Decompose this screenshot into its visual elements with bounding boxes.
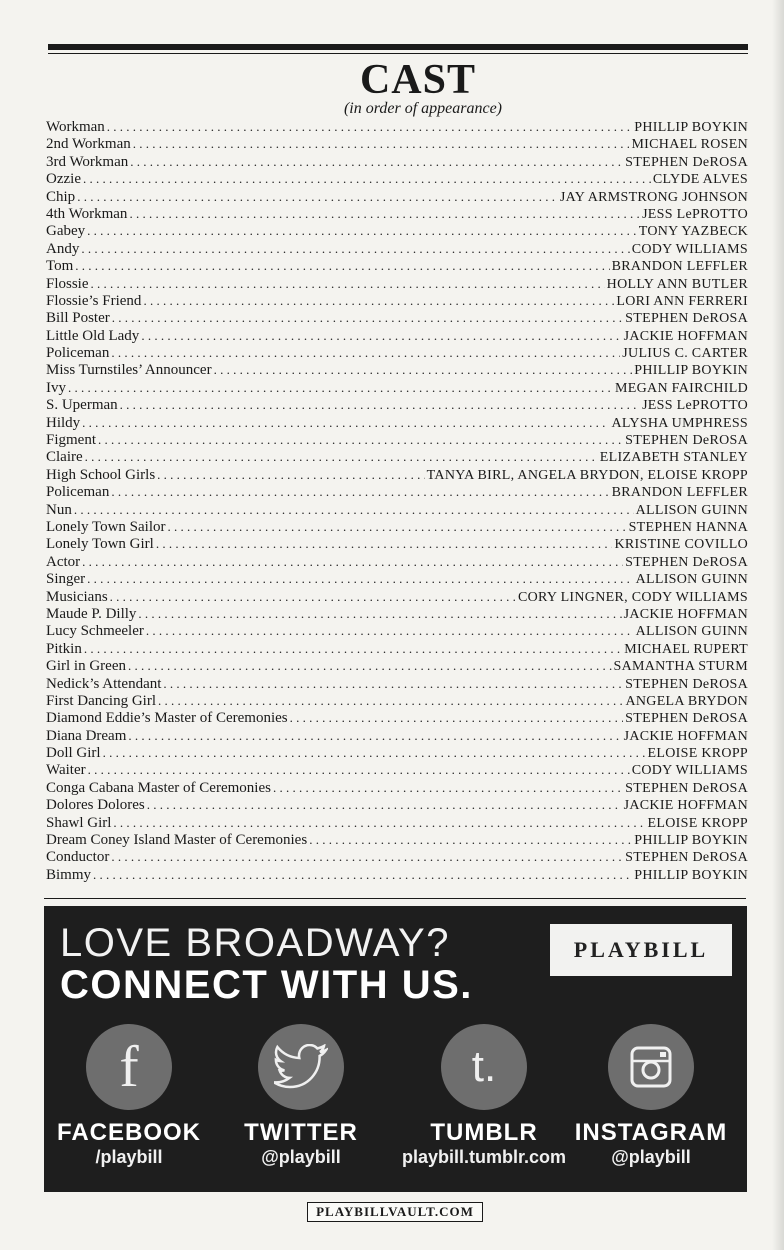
cast-role: Little Old Lady [46,327,140,344]
leader-dots [111,848,623,865]
cast-role: Figment [46,432,97,449]
cast-role: S. Uperman [46,397,118,414]
social-handle: /playbill [95,1147,163,1167]
leader-dots [111,483,609,500]
cast-role: Flossie [46,275,89,292]
cast-role: High School Girls [46,466,156,483]
cast-actor: JACKIE HOFFMAN [623,328,748,344]
leader-dots [128,727,621,744]
cast-actor: STEPHEN DeROSA [625,711,748,727]
cast-row [46,414,748,431]
cast-role: Ivy [46,379,66,396]
cast-role: Lonely Town Girl [46,536,154,553]
leader-dots [156,535,613,552]
cast-row [46,205,748,222]
cast-row [46,588,748,605]
cast-role: Dolores Dolores [46,797,145,814]
cast-row [46,848,748,865]
cast-role: Hildy [46,414,81,431]
cast-actor: JACKIE HOFFMAN [623,728,748,744]
social-tumblr[interactable] [399,1024,569,1168]
leader-dots [129,205,640,222]
leader-dots [138,605,621,622]
leader-dots [168,518,627,535]
cast-row [46,118,748,135]
leader-dots [87,222,637,239]
leader-dots [81,240,629,257]
cast-role: Flossie’s Friend [46,292,142,309]
cast-role: Tom [46,258,74,275]
cast-actor: ELOISE KROPP [647,815,748,831]
leader-dots [309,831,632,848]
cast-actor: JESS LePROTTO [642,398,748,414]
cast-role: Gabey [46,223,86,240]
cast-role: Lucy Schmeeler [46,623,144,640]
leader-dots [141,327,621,344]
cast-actor: CODY WILLIAMS [631,241,748,257]
leader-dots [133,135,630,152]
playbill-logo: PLAYBILL [550,924,732,976]
cast-actor: BRANDON LEFFLER [611,259,748,275]
leader-dots [68,379,613,396]
cast-row [46,344,748,361]
promo-subheadline: CONNECT WITH US. [60,963,473,1007]
leader-dots [273,779,623,796]
leader-dots [93,866,632,883]
social-instagram[interactable] [566,1024,736,1168]
cast-actor: SAMANTHA STURM [613,659,748,675]
cast-role: Dream Coney Island Master of Ceremonies [46,832,308,849]
page-edge-shadow [772,0,784,1250]
top-rule-thick [48,44,748,50]
cast-role: Doll Girl [46,745,101,762]
cast-role: Policeman [46,484,110,501]
social-handle: @playbill [611,1147,691,1167]
leader-dots [85,448,598,465]
cast-role: Bimmy [46,866,92,883]
cast-role: Policeman [46,345,110,362]
leader-dots [113,814,645,831]
cast-actor: STEPHEN DeROSA [625,154,748,170]
cast-role: Diana Dream [46,727,127,744]
cast-role: Claire [46,449,83,466]
cast-role: Diamond Eddie’s Master of Ceremonies [46,710,288,727]
leader-dots [107,118,632,135]
cast-row [46,431,748,448]
social-facebook[interactable] [44,1024,214,1168]
cast-row [46,779,748,796]
cast-actor: PHILLIP BOYKIN [634,833,748,849]
cast-actor: MEGAN FAIRCHILD [615,380,748,396]
cast-role: 3rd Workman [46,153,129,170]
instagram-icon [608,1024,694,1110]
section-divider [44,898,746,899]
cast-row [46,675,748,692]
cast-actor: JACKIE HOFFMAN [623,606,748,622]
cast-role: First Dancing Girl [46,692,156,709]
social-name: FACEBOOK [56,1119,201,1146]
cast-actor: PHILLIP BOYKIN [634,120,748,135]
cast-actor: JULIUS C. CARTER [622,346,748,362]
social-name: TWITTER [244,1119,358,1146]
cast-row [46,744,748,761]
cast-actor: JESS LePROTTO [642,206,748,222]
cast-actor: KRISTINE COVILLO [614,537,748,553]
cast-role: 4th Workman [46,205,128,222]
leader-dots [147,796,622,813]
leader-dots [87,570,633,587]
cast-role: Girl in Green [46,658,126,675]
cast-role: Ozzie [46,171,81,188]
cast-actor: MICHAEL ROSEN [631,137,748,153]
cast-actor: STEPHEN HANNA [628,519,748,535]
cast-role: Shawl Girl [46,814,112,831]
leader-dots [130,153,623,170]
cast-row [46,466,748,483]
promo-banner [44,906,747,1192]
cast-row [46,622,748,639]
cast-role: Singer [46,571,86,588]
cast-actor: BRANDON LEFFLER [611,485,748,501]
cast-row [46,501,748,518]
leader-dots [77,188,558,205]
cast-actor: LORI ANN FERRERI [616,293,748,309]
cast-actor: JAY ARMSTRONG JOHNSON [559,189,748,205]
cast-row [46,657,748,674]
leader-dots [98,431,623,448]
tumblr-icon: t. [441,1024,527,1110]
cast-actor: TANYA BIRL, ANGELA BRYDON, ELOISE KROPP [426,467,748,483]
leader-dots [83,170,651,187]
playbillvault-link[interactable]: PLAYBILLVAULT.COM [307,1202,483,1222]
social-handle: playbill.tumblr.com [401,1147,567,1167]
facebook-icon: f [86,1024,172,1110]
social-name: INSTAGRAM [574,1119,728,1146]
cast-row [46,761,748,778]
cast-row [46,188,748,205]
social-twitter[interactable] [216,1024,386,1168]
cast-row [46,135,748,152]
cast-row [46,483,748,500]
cast-row [46,831,748,848]
cast-role: Workman [46,119,105,135]
cast-role: Pitkin [46,640,82,657]
cast-row [46,170,748,187]
page-title: CAST [359,57,477,103]
cast-role: Bill Poster [46,310,110,327]
cast-actor: HOLLY ANN BUTLER [606,276,748,292]
cast-actor: PHILLIP BOYKIN [634,867,748,883]
cast-role: Conga Cabana Master of Ceremonies [46,779,271,796]
leader-dots [158,692,623,709]
cast-row [46,379,748,396]
leader-dots [290,709,624,726]
cast-role: Miss Turnstiles’ Announcer [46,362,212,379]
cast-actor: STEPHEN DeROSA [625,850,748,866]
cast-actor: STEPHEN DeROSA [625,780,748,796]
cast-row [46,796,748,813]
cast-actor: CORY LINGNER, CODY WILLIAMS [517,589,748,605]
leader-dots [157,466,425,483]
cast-actor: ELIZABETH STANLEY [599,450,748,466]
cast-actor: ALLISON GUINN [635,572,748,588]
cast-row [46,727,748,744]
twitter-icon [258,1024,344,1110]
cast-row [46,240,748,257]
leader-dots [75,257,609,274]
promo-headline: LOVE BROADWAY? [60,921,450,965]
cast-row [46,518,748,535]
leader-dots [74,501,634,518]
leader-dots [214,361,633,378]
cast-role: Conductor [46,849,110,866]
leader-dots [111,344,620,361]
cast-actor: ALYSHA UMPHRESS [611,415,748,431]
leader-dots [128,657,612,674]
cast-row [46,222,748,239]
cast-row [46,309,748,326]
cast-actor: ALLISON GUINN [635,502,748,518]
cast-row [46,814,748,831]
cast-role: Musicians [46,588,108,605]
leader-dots [112,309,623,326]
cast-role: Actor [46,553,81,570]
top-rule-thin [48,53,748,54]
cast-row [46,570,748,587]
cast-actor: TONY YAZBECK [638,224,748,240]
cast-actor: ELOISE KROPP [647,746,748,762]
cast-row [46,553,748,570]
cast-row [46,709,748,726]
cast-row [46,866,748,883]
cast-role: Waiter [46,762,86,779]
cast-actor: ALLISON GUINN [635,624,748,640]
leader-dots [146,622,634,639]
cast-row [46,640,748,657]
cast-role: Maude P. Dilly [46,605,137,622]
cast-actor: CLYDE ALVES [652,172,748,188]
leader-dots [84,640,622,657]
leader-dots [143,292,614,309]
cast-row [46,292,748,309]
cast-row [46,396,748,413]
leader-dots [88,761,630,778]
cast-role: Nedick’s Attendant [46,675,162,692]
leader-dots [110,588,516,605]
page-subtitle: (in order of appearance) [343,100,503,117]
leader-dots [163,675,623,692]
leader-dots [103,744,646,761]
social-handle: @playbill [261,1147,341,1167]
cast-actor: STEPHEN DeROSA [625,554,748,570]
cast-row [46,535,748,552]
cast-row [46,605,748,622]
cast-row [46,692,748,709]
cast-row [46,361,748,378]
cast-actor: JACKIE HOFFMAN [623,798,748,814]
cast-row [46,275,748,292]
cast-actor: MICHAEL RUPERT [624,641,748,657]
cast-actor: STEPHEN DeROSA [625,676,748,692]
social-name: TUMBLR [430,1119,538,1146]
cast-actor: CODY WILLIAMS [631,763,748,779]
cast-role: Lonely Town Sailor [46,518,166,535]
cast-role: Chip [46,188,76,205]
cast-row [46,327,748,344]
cast-actor: PHILLIP BOYKIN [634,363,748,379]
cast-actor: STEPHEN DeROSA [625,311,748,327]
leader-dots [120,396,640,413]
cast-role: Andy [46,240,80,257]
cast-role: Nun [46,501,72,518]
cast-actor: STEPHEN DeROSA [625,433,748,449]
cast-list [46,118,748,883]
leader-dots [82,553,623,570]
cast-actor: ANGELA BRYDON [625,693,748,709]
cast-row [46,448,748,465]
cast-row [46,257,748,274]
cast-row [46,153,748,170]
cast-role: 2nd Workman [46,136,131,153]
leader-dots [91,275,605,292]
leader-dots [82,414,609,431]
